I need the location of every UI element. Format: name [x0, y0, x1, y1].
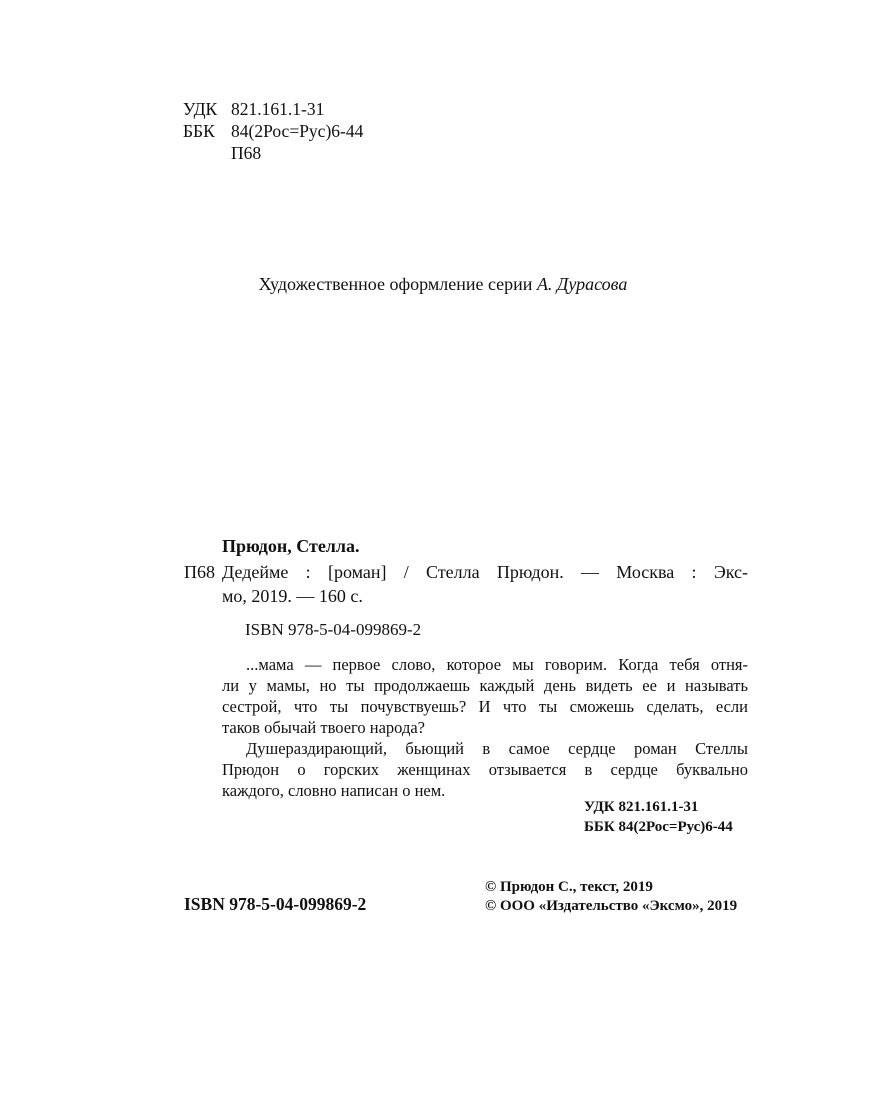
- bbk-value: 84(2Рос=Рус)6-44: [231, 121, 364, 141]
- bibliographic-description: [222, 561, 748, 607]
- udk-label: УДК: [183, 99, 218, 119]
- annotation1-line-3: сестрой, что ты почувствуешь? И что ты сможешь сделать, если: [222, 697, 748, 716]
- annotation2-line-1: Душераздирающий, бьющий в самое сердце роман Стеллы: [246, 739, 748, 758]
- author-mark-row: [183, 142, 261, 164]
- annotation1-line-2: ли у мамы, но ты продолжаешь каждый день видеть ее и называть: [222, 676, 748, 695]
- description-line-2: мо, 2019. — 160 с.: [222, 586, 363, 606]
- annotation-paragraph-1: [222, 654, 748, 738]
- copyright-text: © Прюдон С., текст, 2019: [485, 879, 653, 895]
- design-credit: [0, 273, 886, 295]
- annotation1-line-4: таков обычай твоего народа?: [222, 718, 426, 737]
- copyright-publisher: © ООО «Издательство «Эксмо», 2019: [485, 898, 738, 914]
- udk-row: [183, 98, 324, 120]
- bbk-row: [183, 120, 363, 142]
- card-isbn: ISBN 978-5-04-099869-2: [245, 620, 422, 639]
- description-line-1: Дедейме : [роман] / Стелла Прюдон. — Москва : Экс-: [222, 562, 748, 582]
- annotation2-line-3: каждого, словно написан о нем.: [222, 781, 446, 800]
- design-credit-text: Художественное оформление серии: [258, 274, 533, 294]
- footer-isbn: ISBN 978-5-04-099869-2: [184, 894, 367, 914]
- annotation2-line-2: Прюдон о горских женщинах отзывается в сердце буквально: [222, 760, 748, 779]
- card-bbk: ББК 84(2Рос=Рус)6-44: [584, 819, 733, 835]
- annotation-paragraph-2: [222, 738, 748, 801]
- author-heading: Прюдон, Стелла.: [222, 536, 360, 556]
- design-credit-artist: А. Дурасова: [536, 274, 628, 294]
- card-author-mark: П68: [184, 562, 215, 582]
- udk-value: 821.161.1-31: [231, 99, 325, 119]
- annotation1-line-1: ...мама — первое слово, которое мы говорим. Когда тебя отня-: [246, 655, 748, 674]
- bbk-label: ББК: [183, 121, 215, 141]
- card-udk: УДК 821.161.1-31: [584, 799, 699, 815]
- author-mark: П68: [231, 143, 262, 163]
